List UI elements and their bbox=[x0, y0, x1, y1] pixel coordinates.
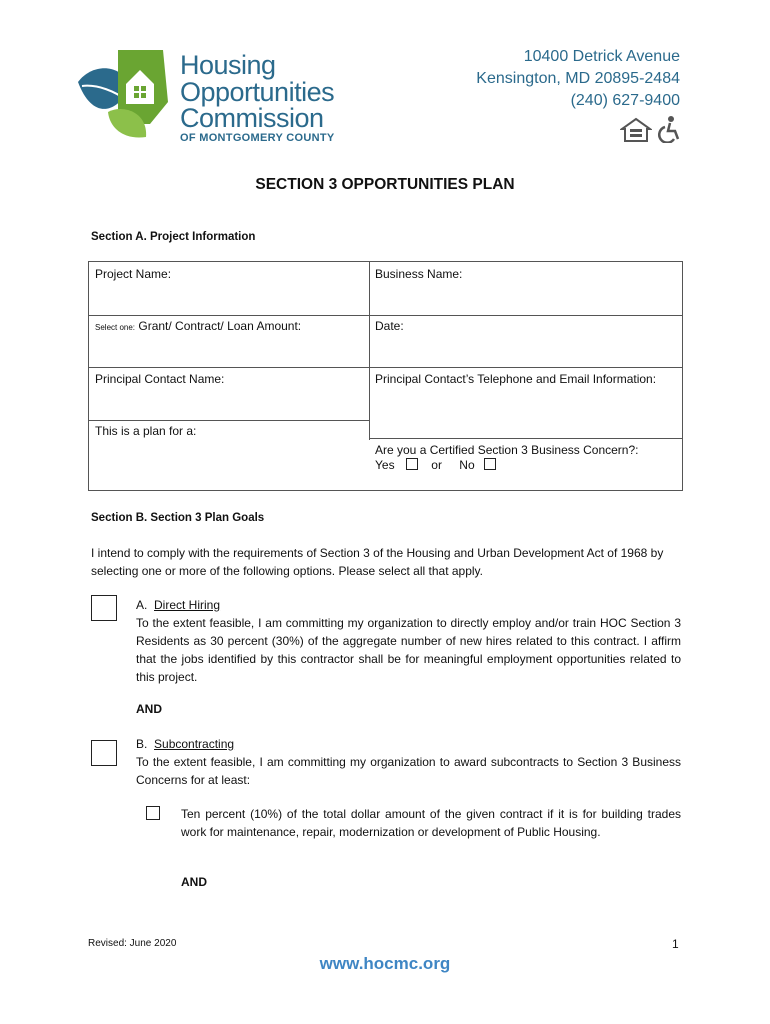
subcontracting-checkbox[interactable] bbox=[91, 740, 117, 766]
option-a-text: To the extent feasible, I am committing my organization to directly employ and/or train HOC Section 3 Residents as 30 percent (30%) of the aggregate number of new hires related to this contract. I affirm that the jobs identified by this contractor shall be for meaningful employment opportunities related to this project. bbox=[136, 616, 681, 684]
yes-checkbox[interactable] bbox=[406, 458, 418, 470]
option-b-title: Subcontracting bbox=[154, 737, 235, 751]
and-label: AND bbox=[136, 702, 162, 716]
table-divider-vertical bbox=[369, 262, 370, 440]
table-divider bbox=[89, 315, 682, 316]
section-b-intro: I intend to comply with the requirements of Section 3 of the Housing and Urban Development Act of 1968 by selecting one or more of the following options. Please select all that apply. bbox=[91, 546, 664, 578]
equal-housing-icon bbox=[620, 117, 652, 143]
logo-text-commission: Commission bbox=[180, 103, 324, 133]
ten-percent-text: Ten percent (10%) of the total dollar amount of the given contract if it is for building trades work for maintenance, repair, modernization or development of Public Housing. bbox=[181, 807, 681, 839]
option-a-title: Direct Hiring bbox=[154, 598, 221, 612]
address-street: 10400 Detrick Avenue bbox=[523, 48, 680, 65]
logo-text-county: OF MONTGOMERY COUNTY bbox=[180, 132, 335, 144]
document-title: SECTION 3 OPPORTUNITIES PLAN bbox=[255, 176, 515, 193]
certified-answer-row bbox=[375, 458, 496, 472]
grant-contract-loan-label: Grant/ Contract/ Loan Amount: bbox=[138, 319, 302, 333]
certified-question: Are you a Certified Section 3 Business Concern?: bbox=[375, 443, 639, 457]
principal-phone-email-label[interactable]: Principal Contact’s Telephone and Email Information: bbox=[375, 372, 657, 386]
option-b-heading bbox=[136, 735, 234, 753]
section-a-heading: Section A. Project Information bbox=[91, 231, 256, 243]
address-city: Kensington, MD 20895-2484 bbox=[476, 70, 680, 87]
option-b-prefix: B. bbox=[136, 737, 148, 751]
business-name-label[interactable]: Business Name: bbox=[375, 267, 463, 281]
project-info-table bbox=[88, 261, 683, 491]
select-one-label: Select one: bbox=[95, 323, 136, 332]
date-label[interactable]: Date: bbox=[375, 319, 404, 333]
option-a-prefix: A. bbox=[136, 598, 148, 612]
project-name-label[interactable]: Project Name: bbox=[95, 267, 172, 281]
accessibility-icon bbox=[656, 115, 682, 143]
ten-percent-checkbox[interactable] bbox=[146, 806, 160, 820]
option-a-heading bbox=[136, 596, 220, 614]
table-divider bbox=[89, 420, 370, 421]
plan-for-label[interactable]: This is a plan for a: bbox=[95, 424, 197, 438]
table-divider bbox=[89, 367, 682, 368]
revised-date: Revised: June 2020 bbox=[88, 938, 177, 949]
principal-contact-label[interactable]: Principal Contact Name: bbox=[95, 372, 225, 386]
logo-text-housing: Housing bbox=[180, 50, 276, 80]
website-link[interactable]: www.hocmc.org bbox=[319, 954, 451, 973]
option-b-text: To the extent feasible, I am committing my organization to award subcontracts to Section 3 Business Concerns for at least: bbox=[136, 755, 681, 787]
address-phone: (240) 627-9400 bbox=[570, 92, 680, 109]
table-divider bbox=[369, 438, 682, 439]
logo-text-opportunities: Opportunities bbox=[180, 77, 335, 107]
section-b-heading: Section B. Section 3 Plan Goals bbox=[91, 512, 265, 524]
and-label: AND bbox=[181, 875, 207, 889]
amount-field-label[interactable] bbox=[95, 319, 301, 333]
direct-hiring-checkbox[interactable] bbox=[91, 595, 117, 621]
yes-label: Yes bbox=[375, 458, 395, 472]
page-number: 1 bbox=[672, 937, 679, 951]
or-label: or bbox=[431, 458, 442, 472]
no-checkbox[interactable] bbox=[484, 458, 496, 470]
hoc-logo-mark-icon bbox=[68, 42, 188, 147]
no-label: No bbox=[459, 458, 475, 472]
